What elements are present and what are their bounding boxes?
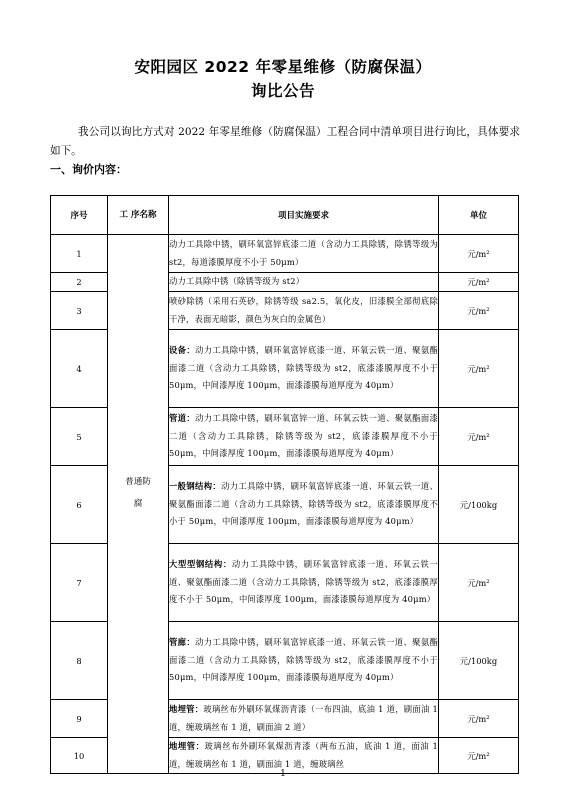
requirement-text: 动力工具除中锈，刷环氧富锌底漆一道、环氧云铁一道、聚氨酯面漆二道（含动力工具除锈，除锈等级为 st2，底漆漆膜厚度不小于 50μm，中间漆厚度 100μm，面漆漆膜每道厚度为 40μm） xyxy=(169,481,438,527)
row-number: 10 xyxy=(51,738,108,774)
requirement-keyword: 地埋管： xyxy=(169,704,204,714)
unit-cell: 元/m² xyxy=(439,292,519,330)
header-requirement: 项目实施要求 xyxy=(169,196,439,235)
requirement-cell xyxy=(169,544,439,622)
requirement-text: 玻璃丝布外刷环氧煤沥青漆（两布五油，底油 1 道，面油 1 道，缠玻璃丝布 1 道，刷面油 1 道，缠玻璃丝 xyxy=(169,741,438,769)
requirement-keyword: 管廊： xyxy=(169,637,196,648)
row-number: 2 xyxy=(51,273,108,292)
requirement-cell xyxy=(169,466,439,544)
category-label: 普通防腐 xyxy=(125,477,151,509)
requirement-text: 动力工具除中锈，刷环氧富锌底漆一道、环氧云铁一道、聚氨酯面漆二道（含动力工具除锈，除锈等级为 st2，底漆漆膜厚度不小于 50μm，中间漆厚度 100μm，面漆漆膜每道厚度为 40μm） xyxy=(169,559,439,605)
document-title: 安阳园区 2022 年零星维修（防腐保温） xyxy=(134,58,432,76)
page-number: 1 xyxy=(280,769,286,779)
requirement-cell xyxy=(169,292,439,330)
requirement-keyword: 大型型钢结构： xyxy=(169,559,232,570)
unit-cell: 元/m² xyxy=(439,738,519,774)
requirement-text: 喷砂除锈（采用石英砂，除锈等级 sa2.5，氧化皮，旧漆膜全部彻底除干净，表面无暗影，颜色为灰白的金属色） xyxy=(169,296,438,324)
intro-paragraph: 我公司以询比方式对 2022 年零星维修（防腐保温）工程合同中清单项目进行询比，具体要求如下。 xyxy=(50,126,520,157)
header-no: 序号 xyxy=(51,196,108,235)
requirement-keyword: 管道： xyxy=(169,413,196,424)
requirement-cell xyxy=(169,273,439,292)
row-number: 4 xyxy=(51,330,108,408)
section-heading: 一、询价内容： xyxy=(50,163,127,176)
document-subtitle: 询比公告 xyxy=(250,82,315,100)
unit-cell: 元/m² xyxy=(439,273,519,292)
row-number: 6 xyxy=(51,466,108,544)
header-unit: 单位 xyxy=(439,196,519,235)
requirement-cell xyxy=(169,622,439,700)
table-row xyxy=(51,235,519,273)
requirement-text: 动力工具除中锈，刷环氧富锌底漆一道、环氧云铁一道、聚氨酯面漆二道（含动力工具除锈，除锈等级为 st2，底漆漆膜厚度不小于 50μm，中间漆厚度 100μm，面漆漆膜每道厚度为 40μm） xyxy=(169,345,438,391)
requirement-keyword: 地埋管： xyxy=(169,741,205,751)
requirement-text: 动力工具除中锈，刷环氧富锌底漆二道（含动力工具除锈，除锈等级为 st2，每道漆膜厚度不小于 50μm） xyxy=(169,239,438,267)
requirement-text: 动力工具除中锈，刷环氧富锌底漆一道、环氧云铁一道、聚氨酯面漆二道（含动力工具除锈，除锈等级为 st2，底漆漆膜厚度不小于 50μm，中间漆厚度 100μm，面漆漆膜每道厚度为 40μm） xyxy=(169,637,438,683)
requirement-cell xyxy=(169,235,439,273)
inquiry-table xyxy=(50,195,519,774)
requirement-text: 动力工具除中锈，刷环氧富锌一道、环氧云铁一道、聚氨酯面漆二道（含动力工具除锈，除锈等级为 st2，底漆漆膜厚度不小于 50μm，中间漆厚度 100μm，面漆漆膜每道厚度为 40μm） xyxy=(169,413,438,459)
header-category: 工 序名称 xyxy=(108,196,169,235)
row-number: 9 xyxy=(51,700,108,738)
row-number: 8 xyxy=(51,622,108,700)
table-header-row xyxy=(51,196,519,235)
requirement-keyword: 一般钢结构： xyxy=(169,481,222,492)
row-number: 1 xyxy=(51,235,108,273)
requirement-cell xyxy=(169,700,439,738)
requirement-keyword: 设备： xyxy=(169,345,196,356)
requirement-text: 玻璃丝布外刷环氧煤沥青漆（一布四油，底油 1 道，刷面油 1 道，缠玻璃丝布 1 道，刷面油 2 道） xyxy=(169,704,438,732)
requirement-cell xyxy=(169,408,439,466)
row-number: 3 xyxy=(51,292,108,330)
requirement-text: 动力工具除中锈（除锈等级为 st2） xyxy=(169,276,305,287)
row-number: 7 xyxy=(51,544,108,622)
unit-cell: 元/m² xyxy=(439,700,519,738)
unit-cell: 元/m² xyxy=(439,235,519,273)
unit-cell: 元/100kg xyxy=(439,622,519,700)
row-number: 5 xyxy=(51,408,108,466)
unit-cell: 元/100kg xyxy=(439,466,519,544)
unit-cell: 元/m² xyxy=(439,330,519,408)
category-cell xyxy=(108,235,169,774)
unit-cell: 元/m² xyxy=(439,408,519,466)
requirement-cell xyxy=(169,330,439,408)
unit-cell: 元/m² xyxy=(439,544,519,622)
